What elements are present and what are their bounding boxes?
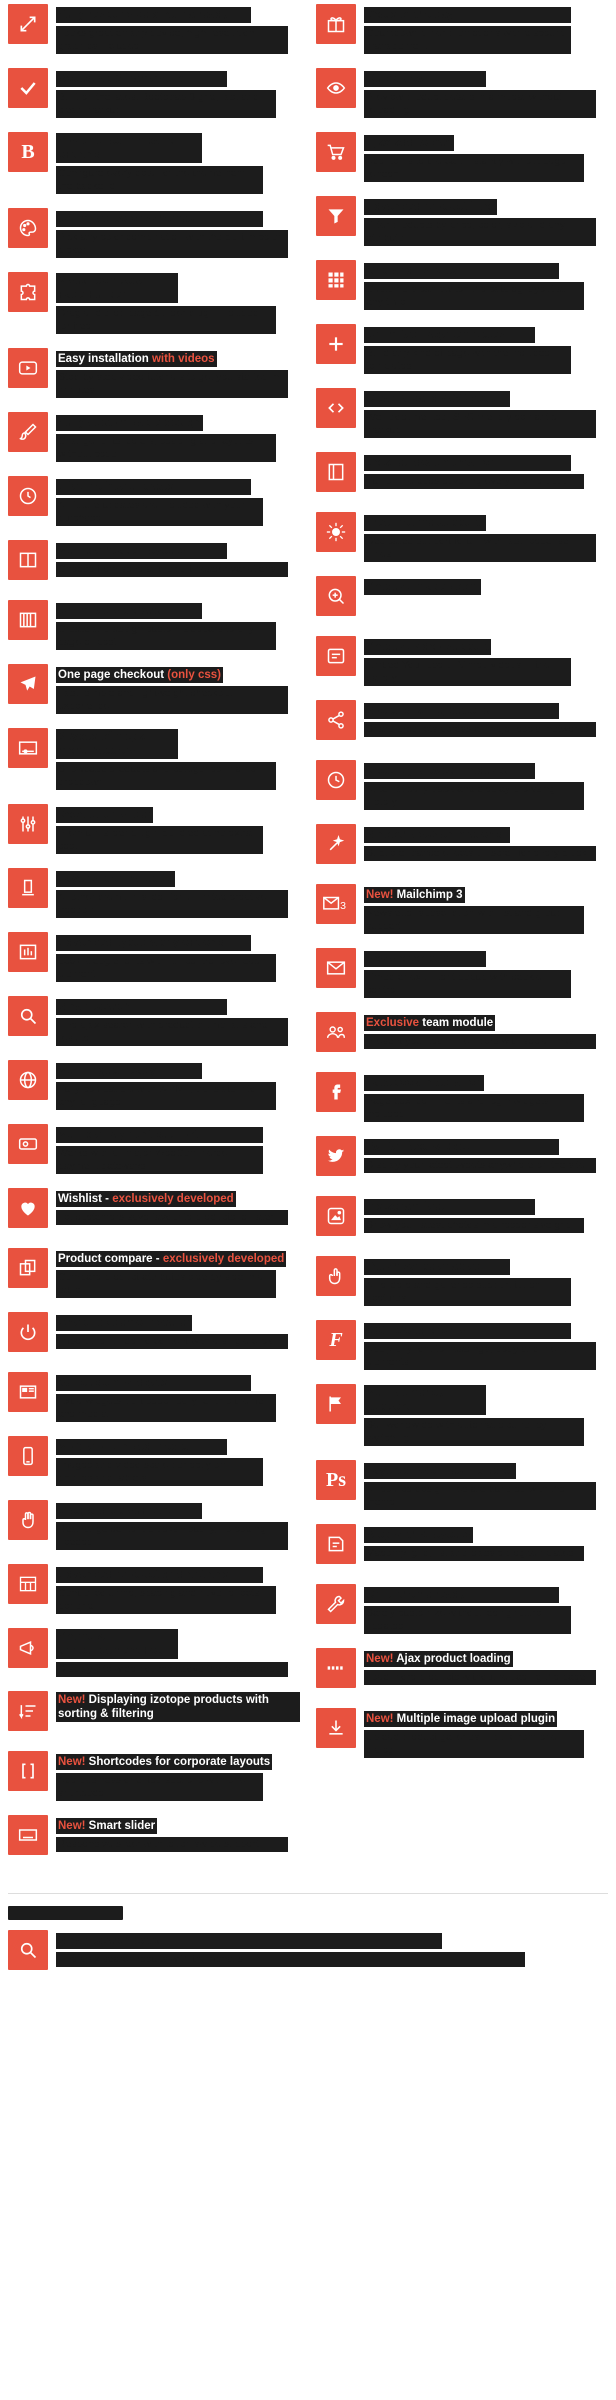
feature-body [56, 1751, 300, 1801]
sun-icon[interactable] [316, 512, 356, 552]
feature-body [364, 1196, 608, 1233]
brackets-icon[interactable] [8, 1751, 48, 1791]
bold-b-icon[interactable]: B [8, 132, 48, 172]
feature-body [364, 512, 608, 562]
feature-title: Ajax add to cart [366, 137, 453, 149]
feature-title: Advanced typography options [56, 935, 251, 951]
feature-title: Product video support [366, 641, 489, 653]
feature-title: One click demo installer [58, 1317, 191, 1329]
feature-description: Load more products without reloading the page. [364, 1670, 596, 1685]
feature-item [8, 68, 300, 118]
finger-icon[interactable] [316, 1256, 356, 1296]
feature-body [364, 196, 608, 246]
feature-body [364, 1384, 608, 1446]
feature-body [364, 700, 608, 737]
feature-item [316, 700, 608, 746]
feature-item [8, 208, 300, 258]
font-icon[interactable]: F [316, 1320, 356, 1360]
feature-description: All sliders and galleries support touch gestures. [364, 1278, 571, 1306]
feature-item [316, 636, 608, 686]
feature-description: Newsletter subscription with list and group support. [364, 906, 584, 934]
feature-body [56, 1188, 300, 1225]
feature-item [316, 4, 608, 54]
feature-title: Multi currency support [364, 1385, 486, 1415]
footer-feature-title: Smart search extra [56, 1933, 442, 1949]
feature-item [316, 948, 608, 998]
feature-item [316, 260, 608, 310]
feature-body [364, 576, 608, 598]
feature-description: Subtle entrance effects on scroll for every block. [364, 846, 596, 861]
sliders-icon[interactable] [8, 804, 48, 844]
share-icon[interactable] [316, 700, 356, 740]
arrow-expand-icon[interactable] [8, 4, 48, 44]
feature-title: Touch swipe enabled [364, 1259, 510, 1275]
feature-item [316, 1524, 608, 1570]
library-icon[interactable] [8, 600, 48, 640]
feature-body [56, 476, 300, 526]
feature-title: Free lifetime support [364, 515, 486, 531]
feature-description: Let customers save favourite products for later. [56, 1210, 288, 1225]
mobile-icon[interactable] [8, 1436, 48, 1476]
feature-description: Present your team members with social links. [364, 1034, 596, 1049]
clock-icon[interactable] [8, 476, 48, 516]
feature-description: Live ajax search with product thumbnails and results. [56, 1018, 288, 1046]
feature-body [56, 1564, 300, 1614]
feature-description: Looks great on any device, high resolution graphics included. [56, 26, 288, 54]
feature-body [56, 1124, 300, 1174]
feature-item [316, 1584, 608, 1634]
feature-description: Page box, comments and login widgets included. [364, 1094, 584, 1122]
feature-body [56, 1436, 300, 1486]
feature-title: 50+ custom widgets [56, 1375, 251, 1391]
feature-title: Grid and list view [364, 263, 559, 279]
feature-body [56, 4, 300, 54]
feature-title: New! Smart slider [58, 1820, 156, 1832]
feature-body [56, 132, 300, 194]
feature-item [316, 1136, 608, 1182]
feature-title: One page checkout (only css) [58, 669, 221, 681]
feature-body [56, 932, 300, 982]
feature-body [364, 760, 608, 810]
feature-item [316, 1320, 608, 1370]
feature-description: Rearrange content blocks visually, no coding needed. [56, 1522, 288, 1550]
feature-body [56, 804, 300, 854]
search-icon[interactable] [8, 1930, 48, 1970]
feature-title: Powerful admin panel options [56, 133, 202, 163]
feature-body [364, 824, 608, 861]
feature-body [364, 1256, 608, 1306]
feature-body [56, 1691, 300, 1725]
feature-title: Product image zoom [366, 581, 480, 593]
feature-item [316, 1648, 608, 1694]
globe-icon[interactable] [8, 1060, 48, 1100]
features-column-right [316, 4, 608, 1875]
feature-title: Layer slider included [58, 873, 174, 885]
feature-item [8, 476, 300, 526]
loading-icon[interactable] [316, 1648, 356, 1688]
feature-description: Safely customize without losing future updates. [364, 1606, 571, 1634]
feature-description: Premium slider plugin bundled at no extra cost. [56, 826, 263, 854]
blog-icon[interactable] [316, 1524, 356, 1564]
feature-description: Automatically track and display browsing history. [364, 782, 584, 810]
feature-title: 600+ Google fonts [364, 1323, 571, 1339]
feature-description: All source design files are bundled with the theme. [364, 1482, 596, 1510]
heart-icon[interactable] [8, 1188, 48, 1228]
feature-title: Recently viewed products [364, 763, 535, 779]
feature-item [316, 68, 608, 118]
feature-item [8, 4, 300, 54]
feature-body [56, 208, 300, 258]
feature-item [316, 1460, 608, 1510]
feature-description: Add business oriented sections with one shortcode. [56, 1773, 263, 1801]
card-icon[interactable] [8, 1124, 48, 1164]
feature-description: All future updates are included with your purchase. [56, 498, 263, 526]
feature-item [8, 1564, 300, 1614]
feature-body [56, 664, 300, 714]
feature-title: Social sharing buttons [364, 703, 559, 719]
feature-description: Change fonts, colors, spacing and layouts without code. [56, 434, 276, 462]
feature-description: Apply any font to headings, body and menu elements. [364, 1342, 596, 1370]
feature-body [56, 412, 300, 462]
feature-description: Show your latest photos in a responsive grid. [364, 1218, 584, 1233]
footer-feature-desc: Live ajax search results with thumbnails [56, 1952, 525, 1967]
feature-title: New! Mailchimp 3 [366, 889, 463, 901]
feature-title: Bootstrap 3 framework [56, 71, 227, 87]
table-icon[interactable] [8, 1564, 48, 1604]
feature-item [8, 540, 300, 586]
feature-description: Fully compatible with WPML, translate into any language. [56, 1082, 276, 1110]
feature-title: Wishlist - exclusively developed [58, 1193, 234, 1205]
feature-title: Blog with 4 layouts [366, 1529, 471, 1541]
feature-title: Quick view [364, 71, 486, 87]
eye-icon[interactable] [316, 68, 356, 108]
feature-item [316, 1384, 608, 1446]
feature-item [316, 388, 608, 438]
feature-description: Well documented, SEO friendly semantic markup. [364, 410, 596, 438]
search-icon[interactable] [8, 996, 48, 1036]
feature-title: Unlimited sidebars [56, 603, 202, 619]
note-icon[interactable] [316, 636, 356, 676]
feature-item [8, 664, 300, 714]
feature-item [8, 348, 300, 398]
feature-body [56, 348, 300, 398]
feature-item [316, 824, 608, 870]
feature-item [316, 1708, 608, 1758]
feature-item [316, 1072, 608, 1122]
feature-description: Customers can switch the catalog layout at any time. [364, 282, 584, 310]
plus-icon[interactable] [316, 324, 356, 364]
feature-title: Newsletter popup [364, 951, 486, 967]
feature-title: Drag & drop support [56, 1503, 202, 1519]
feature-body [364, 1460, 608, 1510]
book-icon[interactable] [316, 452, 356, 492]
envelope-icon[interactable] [316, 948, 356, 988]
feature-body [364, 1012, 608, 1049]
feature-title: New! Shortcodes for corporate layouts [58, 1756, 271, 1768]
feature-title: Fully responsive & retina ready [56, 7, 251, 23]
feature-body [364, 1072, 608, 1122]
columns-icon[interactable] [8, 540, 48, 580]
feature-description: Step by step video tutorials to get you started in minutes. [56, 370, 288, 398]
feature-body [364, 324, 608, 374]
feature-description: Dedicated support forum with fast response times. [364, 534, 596, 562]
feature-title: New! Displaying izotope products with sorting & filtering [56, 1692, 300, 1722]
feature-body [364, 1584, 608, 1634]
feature-item [8, 1751, 300, 1801]
feature-description: Timed or exit intent popup with cookie control. [364, 970, 571, 998]
feature-body [56, 1815, 300, 1852]
feature-title: Layered PSD files included [366, 1465, 514, 1477]
grid-icon[interactable] [316, 260, 356, 300]
cart-icon[interactable] [316, 132, 356, 172]
feature-title: Lifetime free updates [56, 479, 251, 495]
feature-item [316, 1256, 608, 1306]
plane-icon[interactable] [8, 664, 48, 704]
feature-body [364, 132, 608, 182]
feature-title: Clean & valid W3C code [364, 391, 510, 407]
feature-title: Multilingual ready [56, 1063, 202, 1079]
footer-feature-body [56, 1930, 608, 1967]
twitter-icon[interactable] [316, 1136, 356, 1176]
feature-title: Smart search [56, 999, 227, 1015]
feature-item [8, 932, 300, 982]
feature-description: Display site wide notices above the header area. [56, 1662, 288, 1677]
feature-body [56, 272, 300, 334]
feature-description: Works with all major WooCommerce payment gateways. [56, 1146, 263, 1174]
feature-title: Promo & announcement box [56, 1629, 178, 1659]
feature-description: Masonry, grid, list and classic blog templates. [364, 1546, 584, 1561]
feature-description: Showcase products and categories in a rich dropdown. [56, 762, 276, 790]
feature-title: Smooth css3 animations [364, 827, 510, 843]
feature-item [8, 1815, 300, 1861]
feature-title: New! Multiple image upload plugin [366, 1713, 556, 1725]
feature-description: Preview product details in a modal without reloading. [364, 90, 596, 118]
feature-item [8, 996, 300, 1046]
facebook-icon[interactable] [316, 1072, 356, 1112]
check-icon[interactable] [8, 68, 48, 108]
youtube-icon[interactable] [8, 348, 48, 388]
feature-item [8, 1248, 300, 1298]
feature-title: Advanced product filter [366, 201, 496, 213]
download-icon[interactable] [316, 1708, 356, 1748]
feature-item [8, 1124, 300, 1174]
gift-icon[interactable] [316, 4, 356, 44]
feature-body [364, 1648, 608, 1685]
feature-title: Mobile optimized media [56, 1439, 227, 1455]
chart-icon[interactable] [8, 932, 48, 972]
footer-divider [8, 1893, 608, 1894]
feature-item [8, 412, 300, 462]
feature-title: Child theme ready [364, 1587, 559, 1603]
feature-item [8, 1060, 300, 1110]
feature-description: Share products across all major social networks. [364, 722, 596, 737]
feature-item [8, 868, 300, 918]
zoom-icon[interactable] [316, 576, 356, 616]
magic-icon[interactable] [316, 824, 356, 864]
feature-title: Product compare - exclusively developed [58, 1253, 285, 1265]
feature-item [316, 324, 608, 374]
feature-item [316, 884, 608, 934]
feature-item [316, 1012, 608, 1058]
feature-description: Countdown timer promotions with discount management. [364, 26, 571, 54]
feature-title: Multiple payment support [56, 1127, 263, 1143]
feature-body [56, 868, 300, 918]
feature-description: Filter products by price, color, size and any attribute. [364, 218, 596, 246]
feature-description: Drag and drop page builder plugin included for free. [56, 306, 276, 334]
feature-title: Deals of the day [364, 7, 571, 23]
feature-title: Twitter feed widget [364, 1139, 559, 1155]
feature-description: Choose from several prebuilt header variations. [56, 562, 288, 577]
feature-description: Configure every detail of the theme from the backend. [56, 166, 263, 194]
feature-item [8, 804, 300, 854]
svg-text:3: 3 [340, 899, 346, 912]
wrench-icon[interactable] [316, 1584, 356, 1624]
feature-title: Exclusive team module [366, 1017, 494, 1029]
feature-description: Fast, simple and lightweight checkout experience. [56, 686, 288, 714]
feature-title: 3 types of mega menu headers [56, 729, 178, 759]
feature-body [56, 1372, 300, 1422]
palette-icon[interactable] [8, 208, 48, 248]
feature-body [364, 1708, 608, 1758]
power-icon[interactable] [8, 1312, 48, 1352]
feature-body [56, 540, 300, 577]
feature-body [56, 68, 300, 118]
feature-description: 600+ Google fonts with full control over each element. [56, 954, 276, 982]
brush-icon[interactable] [8, 412, 48, 452]
flag-icon[interactable] [316, 1384, 356, 1424]
feature-description: Built on the latest Bootstrap 3 grid, fast and clean markup. [56, 90, 276, 118]
feature-title: New! Ajax product loading [366, 1653, 511, 1665]
feature-title: Fully customizable design [58, 417, 202, 429]
feature-item [8, 600, 300, 650]
feature-description: Sell worldwide with automatic currency switching. [364, 1418, 584, 1446]
feature-body [56, 728, 300, 790]
feature-item [8, 728, 300, 790]
feature-item [8, 1691, 300, 1737]
feature-description: Import the full demo content with a single click. [56, 1334, 288, 1349]
feature-body [56, 1060, 300, 1110]
feature-item [8, 132, 300, 194]
features-column-left [8, 4, 300, 1875]
feature-description: Embed YouTube or Vimeo videos in the gallery. [364, 658, 571, 686]
slider-sm-icon[interactable] [8, 1815, 48, 1855]
feature-body [364, 636, 608, 686]
footer-block [0, 1906, 616, 1970]
feature-description: Display your latest tweets anywhere on the site. [364, 1158, 596, 1173]
feature-item [8, 1188, 300, 1234]
feature-item [8, 1312, 300, 1358]
history-icon[interactable] [316, 760, 356, 800]
feature-title: Easy installation with videos [58, 353, 215, 365]
feature-body [364, 4, 608, 54]
feature-description: Full online docs covering every theme option. [364, 474, 584, 489]
feature-description: Pick any color combination with the built in color picker. [56, 230, 288, 258]
feature-body [56, 600, 300, 650]
feature-item [8, 1436, 300, 1486]
widgets-icon[interactable] [8, 1372, 48, 1412]
feature-title: Advanced product grid options [56, 1567, 263, 1583]
team-icon[interactable] [316, 1012, 356, 1052]
instagram-icon[interactable] [316, 1196, 356, 1236]
feature-description: Extra widgets built specifically for this theme and media. [56, 1394, 276, 1422]
layers-icon[interactable] [8, 868, 48, 908]
feature-body [56, 1312, 300, 1349]
filter-icon[interactable] [316, 196, 356, 236]
feature-description: Create and assign custom sidebars to any page or post. [56, 622, 276, 650]
feature-title: Detailed documentation [364, 455, 571, 471]
feature-item [316, 512, 608, 562]
feature-title: Instagram feed [364, 1199, 535, 1215]
feature-body [56, 1248, 300, 1298]
feature-title: Revolution slider [58, 809, 152, 821]
feature-title: Unlimited page templates [364, 327, 535, 343]
feature-body [56, 1628, 300, 1677]
puzzle-icon[interactable] [8, 272, 48, 312]
sortlist-icon[interactable] [8, 1691, 48, 1731]
footer-heading-redacted [8, 1906, 123, 1920]
feature-item [8, 1500, 300, 1550]
feature-description: Add items to the cart instantly without page refresh. [364, 154, 584, 182]
feature-title: Facebook integration [366, 1077, 483, 1089]
feature-title: Multiple header layouts [56, 543, 227, 559]
feature-item [8, 1628, 300, 1677]
feature-item [316, 452, 608, 498]
feature-item [316, 760, 608, 810]
megaphone-icon[interactable] [8, 1628, 48, 1668]
pointer-icon[interactable] [8, 1500, 48, 1540]
feature-item [316, 132, 608, 182]
compare-icon[interactable] [8, 1248, 48, 1288]
feature-description: Responsive slider with touch swipe support. [56, 1837, 288, 1852]
feature-body [364, 948, 608, 998]
feature-description: Compare product attributes side by side in a table. [56, 1270, 276, 1298]
feature-body [56, 1500, 300, 1550]
feature-item [316, 1196, 608, 1242]
photoshop-icon[interactable]: Ps [316, 1460, 356, 1500]
feature-item [316, 576, 608, 622]
feature-body [364, 1524, 608, 1561]
feature-description: Upload product galleries in bulk from one dialog. [364, 1730, 584, 1758]
footer-feature [8, 1930, 608, 1970]
feature-body [56, 996, 300, 1046]
feature-body [364, 260, 608, 310]
mail3-icon[interactable] [316, 884, 356, 924]
feature-description: Build any kind of page with the included templates. [364, 346, 571, 374]
feature-body [364, 1136, 608, 1173]
feature-body [364, 884, 608, 934]
feature-item [8, 272, 300, 334]
feature-item [316, 196, 608, 246]
slider-ui-icon[interactable] [8, 728, 48, 768]
feature-title: Visual composer page builder [56, 273, 178, 303]
code-icon[interactable] [316, 388, 356, 428]
feature-body [364, 68, 608, 118]
feature-body [364, 452, 608, 489]
feature-body [364, 388, 608, 438]
feature-body [364, 1320, 608, 1370]
feature-description: Images and video scale perfectly on phones and tablets. [56, 1458, 263, 1486]
feature-description: Another premium slider for unlimited creative freedom. [56, 890, 288, 918]
feature-title: Unlimited color schemes [56, 211, 263, 227]
feature-description: Control columns, spacing and hover effects per grid. [56, 1586, 276, 1614]
feature-item [8, 1372, 300, 1422]
